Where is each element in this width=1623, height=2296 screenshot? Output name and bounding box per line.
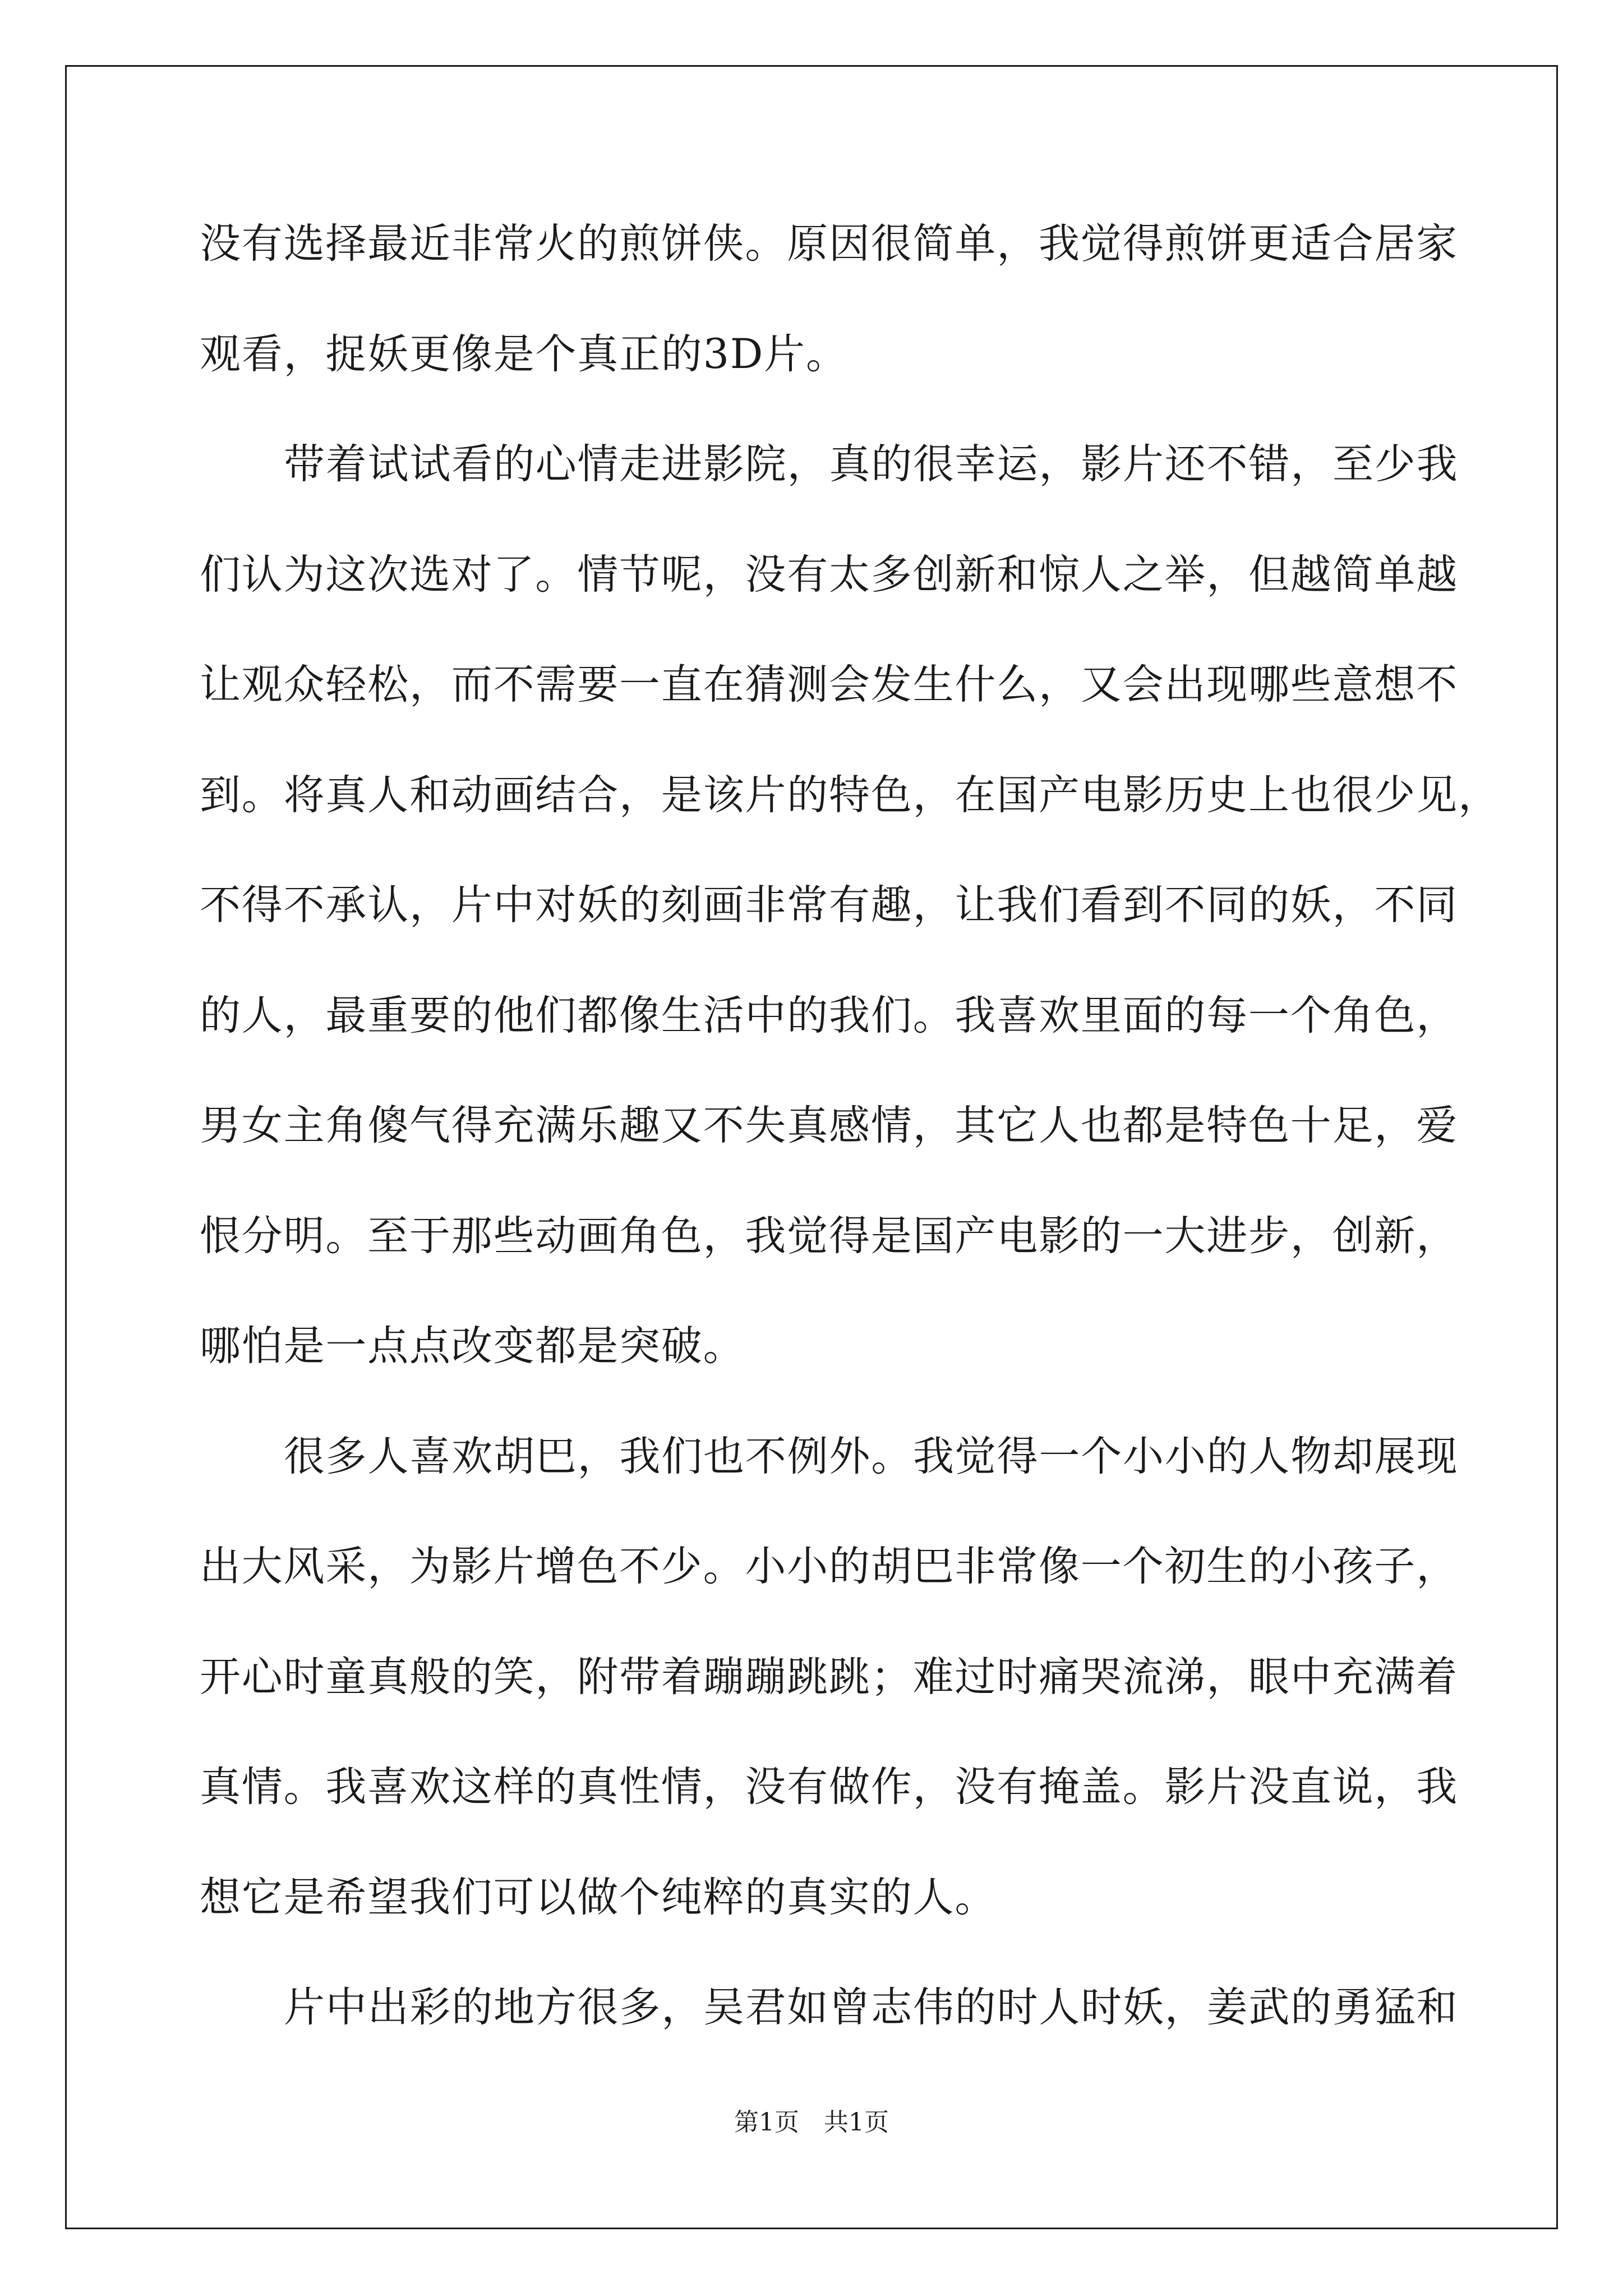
paragraph	[200, 1432, 1459, 1986]
text-line: 真情。我喜欢这样的真性情，没有做作，没有掩盖。影片没直说，我	[200, 1763, 1458, 1811]
text-line: 带着试试看的心情走进影院，真的很幸运，影片还不错，至少我	[284, 440, 1459, 488]
text-line: 到。将真人和动画结合，是该片的特色，在国产电影历史上也很少见，	[200, 771, 1500, 819]
text-line: 恨分明。至于那些动画角色，我觉得是国产电影的一大进步，创新，	[200, 1212, 1458, 1260]
text-line: 片中出彩的地方很多，吴君如曾志伟的时人时妖，姜武的勇猛和	[284, 1984, 1459, 2031]
document-body	[200, 220, 1500, 2096]
paragraph	[200, 440, 1500, 1434]
text-line: 的人，最重要的他们都像生活中的我们。我喜欢里面的每一个角色，	[200, 991, 1458, 1039]
text-line: 很多人喜欢胡巴，我们也不例外。我觉得一个小小的人物却展现	[284, 1432, 1459, 1480]
text-line: 男女主角傻气得充满乐趣又不失真感情，其它人也都是特色十足，爱	[200, 1102, 1458, 1149]
text-line: 们认为这次选对了。情节呢，没有太多创新和惊人之举，但越简单越	[200, 550, 1458, 599]
text-line: 不得不承认，片中对妖的刻画非常有趣，让我们看到不同的妖，不同	[200, 881, 1458, 929]
text-line: 哪怕是一点点改变都是突破。	[200, 1322, 745, 1370]
text-line: 没有选择最近非常火的煎饼侠。原因很简单，我觉得煎饼更适合居家	[200, 220, 1458, 268]
text-line: 想它是希望我们可以做个纯粹的真实的人。	[200, 1873, 997, 1921]
text-line: 让观众轻松，而不需要一直在猜测会发生什么，又会出现哪些意想不	[200, 661, 1458, 708]
text-line: 开心时童真般的笑，附带着蹦蹦跳跳；难过时痛哭流涕，眼中充满着	[200, 1653, 1458, 1701]
text-line: 观看，捉妖更像是个真正的3D片。	[200, 330, 848, 378]
page-footer: 第1页 共1页	[734, 2108, 889, 2137]
paragraph	[200, 1984, 1459, 2096]
text-line: 出大风采，为影片增色不少。小小的胡巴非常像一个初生的小孩子，	[200, 1543, 1458, 1590]
paragraph	[200, 220, 1458, 442]
